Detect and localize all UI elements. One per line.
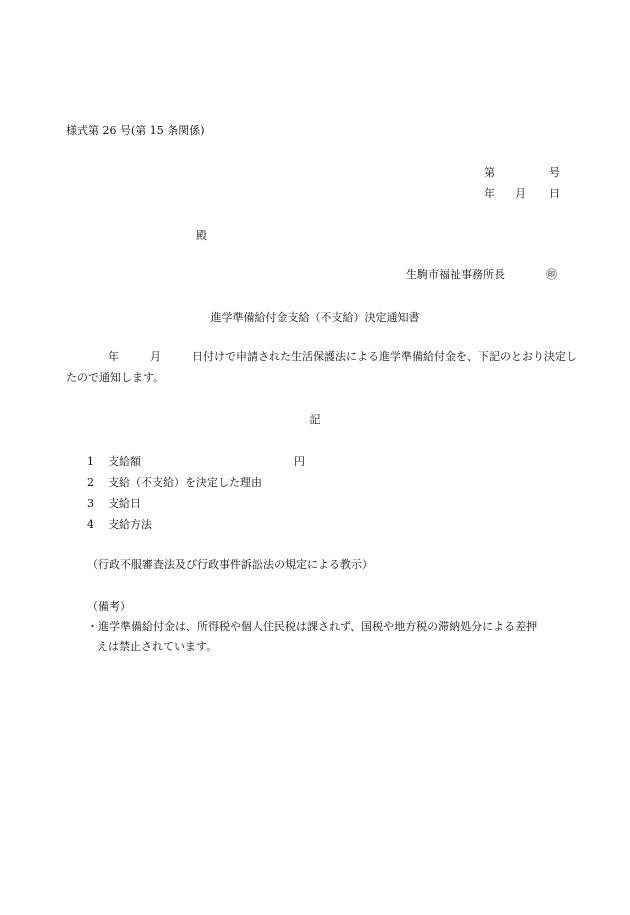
form-number: 様式第 26 号(第 15 条関係) <box>66 124 205 137</box>
doc-number-go: 号 <box>549 166 560 179</box>
body-month: 月 <box>150 350 161 363</box>
item-number: 2 <box>87 476 94 489</box>
item-label: 支給方法 <box>108 518 152 531</box>
body-text: 日付けで申請された生活保護法による進学準備給付金を、下記のとおり決定し <box>192 350 577 363</box>
remarks-line-2: えは禁止されています。 <box>97 640 218 653</box>
body-line-1 <box>66 350 577 364</box>
list-item <box>87 497 141 511</box>
list-item <box>87 476 262 490</box>
list-item <box>87 455 141 469</box>
ki-heading: 記 <box>309 413 321 426</box>
document-title: 進学準備給付金支給（不支給）決定通知書 <box>210 311 420 324</box>
addressee-suffix: 殿 <box>196 229 207 242</box>
item-number: 4 <box>87 518 94 531</box>
body-year: 年 <box>108 350 119 363</box>
date-month: 月 <box>515 187 526 200</box>
body-line-2: たので通知します。 <box>66 371 165 384</box>
seal-mark: ㊞ <box>546 268 557 281</box>
date-year: 年 <box>484 187 495 200</box>
item-label: 支給（不支給）を決定した理由 <box>108 476 262 489</box>
item-number: 1 <box>87 455 94 468</box>
remarks-line-1: ・進学準備給付金は、所得税や個人住民税は課されず、国税や地方税の滞納処分による差押 <box>87 620 538 633</box>
doc-number-dai: 第 <box>484 166 495 179</box>
item-label: 支給日 <box>108 497 141 510</box>
remarks-heading: （備考） <box>87 600 131 613</box>
yen-unit: 円 <box>294 455 305 468</box>
list-item <box>87 518 152 532</box>
item-number: 3 <box>87 497 94 510</box>
appeal-notice: （行政不服審査法及び行政事件訴訟法の規定による教示） <box>87 558 373 571</box>
date-day: 日 <box>549 187 560 200</box>
sender-name: 生駒市福祉事務所長 <box>406 268 505 281</box>
item-label: 支給額 <box>108 455 141 468</box>
